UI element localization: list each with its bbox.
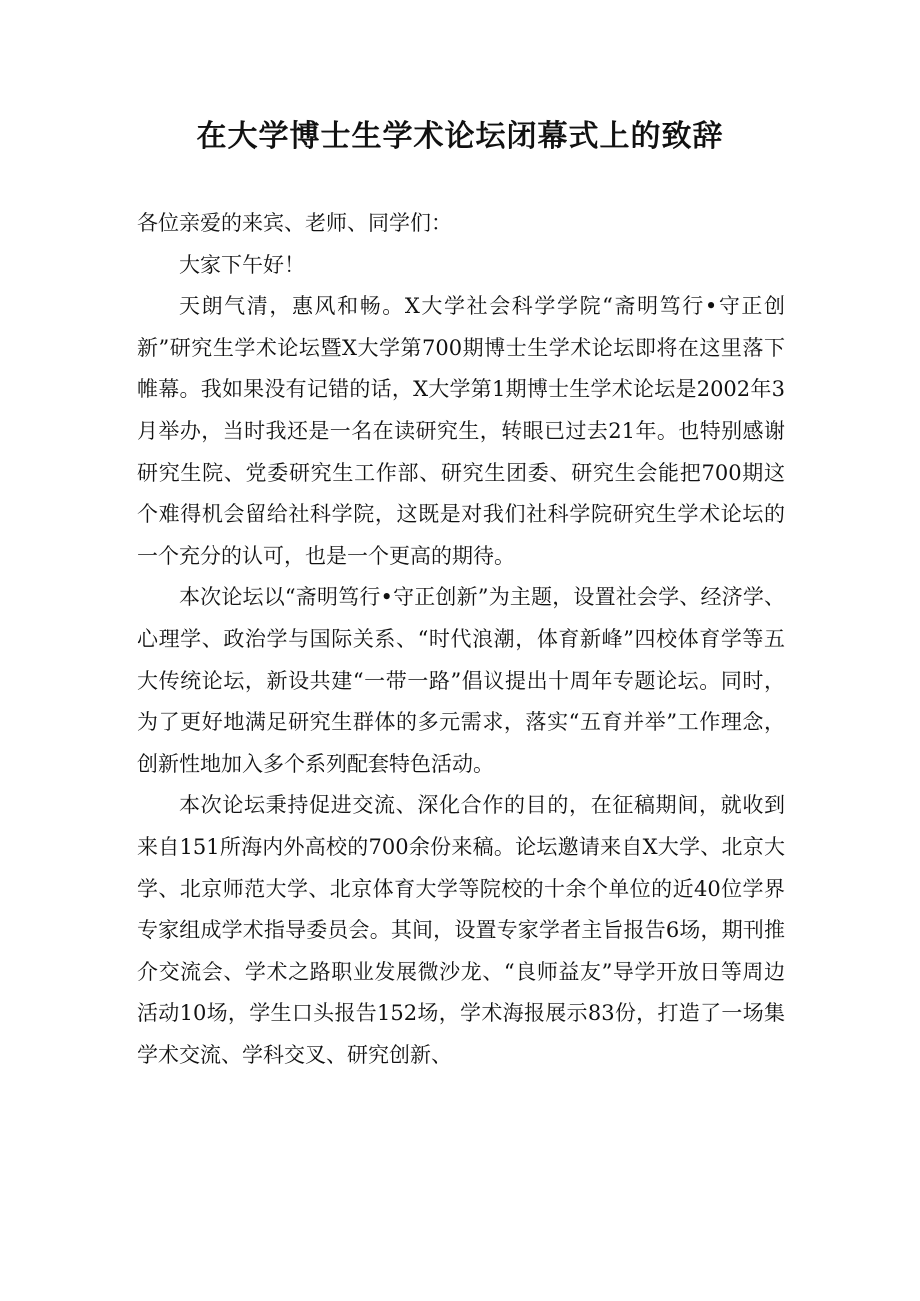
document-title: 在大学博士生学术论坛闭幕式上的致辞	[196, 119, 724, 154]
greeting: 大家下午好！	[179, 252, 305, 277]
paragraph-3: 本次论坛秉持促进交流、深化合作的目的，在征稿期间，就收到来自151所海内外高校的700余份来稿。论坛邀请来自X大学、北京大学、北京师范大学、北京体育大学等院校的十余个单位的近40位学界专家组成学术指导委员会。其间，设置专家学者主旨报告6场，期刊推介交流会、学术之路职业发展微沙龙、“良师益友”导学开放日等周边活动10场，学生口头报告152场，学术海报展示83份，打造了一场集学术交流、学科交叉、研究创新、	[137, 793, 785, 1067]
paragraph-2: 本次论坛以“斋明笃行•守正创新”为主题，设置社会学、经济学、心理学、政治学与国际关系、“时代浪潮，体育新峰”四校体育学等五大传统论坛，新设共建“一带一路”倡议提出十周年专题论坛。同时，为了更好地满足研究生群体的多元需求，落实“五育并举”工作理念，创新性地加入多个系列配套特色活动。	[137, 585, 785, 776]
salutation: 各位亲爱的来宾、老师、同学们：	[137, 211, 452, 235]
paragraph-1: 天朗气清，惠风和畅。X大学社会科学学院“斋明笃行•守正创新”研究生学术论坛暨X大学第700期博士生学术论坛即将在这里落下帷幕。我如果没有记错的话，X大学第1期博士生学术论坛是2002年3月举办，当时我还是一名在读研究生，转眼已过去21年。也特别感谢研究生院、党委研究生工作部、研究生团委、研究生会能把700期这个难得机会留给社科学院，这既是对我们社科学院研究生学术论坛的一个充分的认可，也是一个更高的期待。	[137, 294, 785, 568]
document-body	[137, 203, 785, 1076]
